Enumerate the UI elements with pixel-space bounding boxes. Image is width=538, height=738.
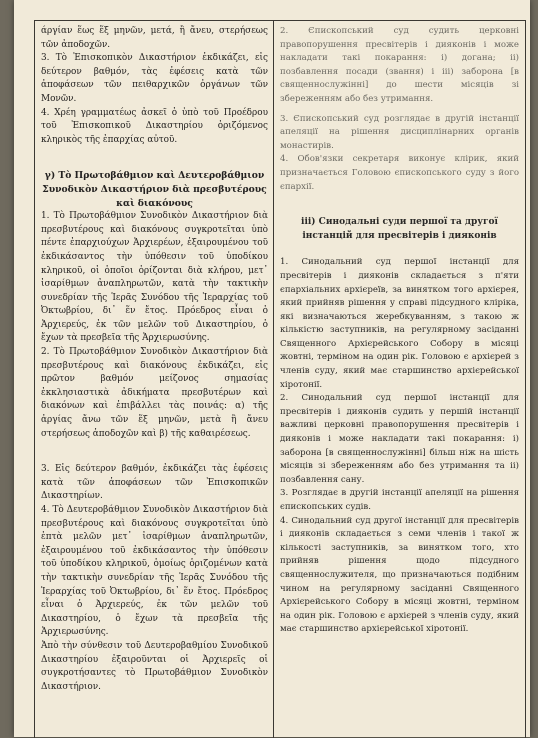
document-page — [14, 0, 530, 737]
greek-intro-1: άργίαν ἕως ἕξ μηνῶν, μετά, ἢ ἄνευ, στερήσεως τῶν ἀποδοχῶν. — [41, 26, 268, 50]
ukrainian-paragraph-4: 4. Синодальний суд другої інстанції для пресвітерів і дияконів складається з семи членів і такої ж кількості заступників, за винятком того, хто прийняв рішення щодо підсудного священнослужителя, що призначаються подібним чином на регулярному засіданні Священного Архієрейського Собору в місяці жовтні, терміном на один рік. Головою є архієрей з членів суду, який має старшинство архієрейської хіротонії. — [280, 515, 519, 635]
greek-paragraph-3: 3. Εἰς δεύτερον βαθμόν, ἐκδικάζει τὰς ἐφέσεις κατὰ τῶν ἀποφάσεων τῶν Ἐπισκοπικῶν Δικαστηρίων. — [41, 464, 268, 502]
greek-paragraph-5: Ἀπὸ τὴν σύνθεσιν τοῦ Δευτεροβαθμίου Συνοδικοῦ Δικαστηρίου ἐξαιροῦνται οἱ Ἀρχιερεῖς οἱ συγκροτήσαντες τὸ Πρωτοβάθμιον Συνοδικὸν Δικαστήριον. — [41, 640, 268, 692]
greek-paragraph-4: 4. Τὸ Δευτεροβάθμιον Συνοδικὸν Δικαστήριον διὰ πρεσβυτέρους καὶ διακόνους συγκροτεῖται ὑπὸ ἑπτὰ μελῶν μετ᾽ ἰσαρίθμων ἀναπληρωτῶν, ἐξαιρουμένου τοῦ ἐκδικάσαντος τὴν ὑπόθεσιν τοῦ ὑποδίκου κληρικοῦ, ὁμοίως ὁριζομένων κατὰ τὴν τακτικὴν συνεδρίαν τῆς Ἱερᾶς Συνόδου τῆς Ἱεραρχίας τοῦ Ὀκτωβρίου, δι᾽ ἕν ἔτος. Πρόεδρος εἶναι ὁ Ἀρχιερεύς, ἐκ τῶν μελῶν τοῦ Δικαστηρίου, ὁ ἔχων τὰ πρεσβεῖα τῆς Ἀρχιερωσύνης. — [41, 505, 268, 638]
ukrainian-paragraph-3: 3. Розглядає в другій інстанції апеляції на рішення єпископських судів. — [280, 488, 519, 512]
ukrainian-intro-2: 3. Єпископський суд розглядає в другій інстанції апеляції на рішення дисциплінарних органів монастирів. — [280, 113, 519, 151]
ukrainian-paragraph-2: 2. Синодальний суд першої інстанції для пресвітерів і дияконів судить у першій інстанції важливі церковні правопорушення пресвітерів і дияконів і може накладати такі покарання: i) заборона [в священнослужінні] більш ніж на шість місяців зі збереженням або без утримання та ii) позбавлення сану. — [280, 393, 519, 485]
greek-column — [35, 21, 274, 738]
greek-paragraph-2: 2. Τὸ Πρωτοβάθμιον Συνοδικὸν Δικαστήριον διὰ πρεσβυτέρους καὶ διακόνους ἐκδικάζει, εἰς πρῶτον βαθμόν μείζονος σημασίας ἐκκλησιαστικὰ ἀδικήματα πρεσβυτέρων καὶ διακόνων καὶ ἐπιβάλλει τὰς ποινάς: α) τῆς ἀργίας ἄνω τῶν ἕξ μηνῶν, μετὰ ἢ ἄνευ στερήσεως ἀποδοχῶν καὶ β) τῆς καθαιρέσεως. — [41, 347, 268, 439]
greek-section-heading: γ) Τὸ Πρωτοβάθμιον καὶ Δευτεροβάθμιον Συνοδικὸν Δικαστήριον διὰ πρεσβυτέρους καὶ διακόνους — [42, 170, 267, 209]
ukrainian-column — [274, 21, 525, 738]
ukrainian-paragraph-1: 1. Синодальний суд першої інстанції для пресвітерів і дияконів складається з п'яти єпархіальних архієреїв, за винятком того архієрея, який прийняв рішення у справі підсудного кліріка, які визначаються жеребкуванням, з такою ж кількістю заступників, на регулярному засіданні Священного Архієрейського Собору в місяці жовтні, терміном на один рік. Головою є архієрей з членів суду, який має старшинство архієрейської хіротонії. — [280, 257, 519, 390]
greek-intro-3: 4. Χρέη γραμματέως ἀσκεῖ ὁ ὑπὸ τοῦ Προέδρου τοῦ Ἐπισκοπικοῦ Δικαστηρίου ὁριζόμενος κληρικὸς τῆς ἐπαρχίας αὐτοῦ. — [41, 107, 268, 145]
ukrainian-intro-3: 4. Обов'язки секретаря виконує клірик, який призначається Головою єпископського суду з його єпархії. — [280, 154, 519, 192]
ukrainian-section-heading: iii) Синодальні суди першої та другої інстанцій для пресвітерів і дияконів — [301, 217, 498, 241]
translation-table — [34, 20, 526, 738]
ukrainian-intro-1: 2. Єпископський суд судить церковні правопорушення пресвітерів і дияконів і може накладати такі покарання: i) догана; ii) позбавлення посади (звання) і iii) заборона [в священнослужінні] до шести місяців зі збереженням або без утримання. — [280, 26, 519, 104]
greek-paragraph-1: 1. Τὸ Πρωτοβάθμιον Συνοδικὸν Δικαστήριον διὰ πρεσβυτέρους καὶ διακόνους συγκροτεῖται ὑπὸ πέντε ἐπαρχιούχων Ἀρχιερέων, ἐξαιρουμένου τοῦ ἐκδικάσαντος τὴν ὑπόθεσιν τοῦ ὑποδίκου κληρικοῦ, οἱ ὁποῖοι ὁρίζονται διὰ κλήρου, μετ᾽ ἰσαρίθμων ἀναπληρωτῶν, κατὰ τὴν τακτικὴν συνεδρίαν τῆς Ἱερᾶς Συνόδου τῆς Ἱεραρχίας τοῦ Ὀκτωβρίου, δι᾽ ἕν ἔτος. Πρόεδρος εἶναι ὁ Ἀρχιερεύς, ἐκ τῶν μελῶν τοῦ Δικαστηρίου, ὁ ἔχων τὰ πρεσβεῖα τῆς Ἀρχιερωσύνης. — [41, 211, 268, 344]
greek-intro-2: 3. Τὸ Ἐπισκοπικὸν Δικαστήριον ἐκδικάζει, εἰς δεύτερον βαθμόν, τὰς ἐφέσεις κατὰ τῶν ἀποφάσεων τῶν πειθαρχικῶν ὀργάνων τῶν Μονῶν. — [41, 53, 268, 104]
